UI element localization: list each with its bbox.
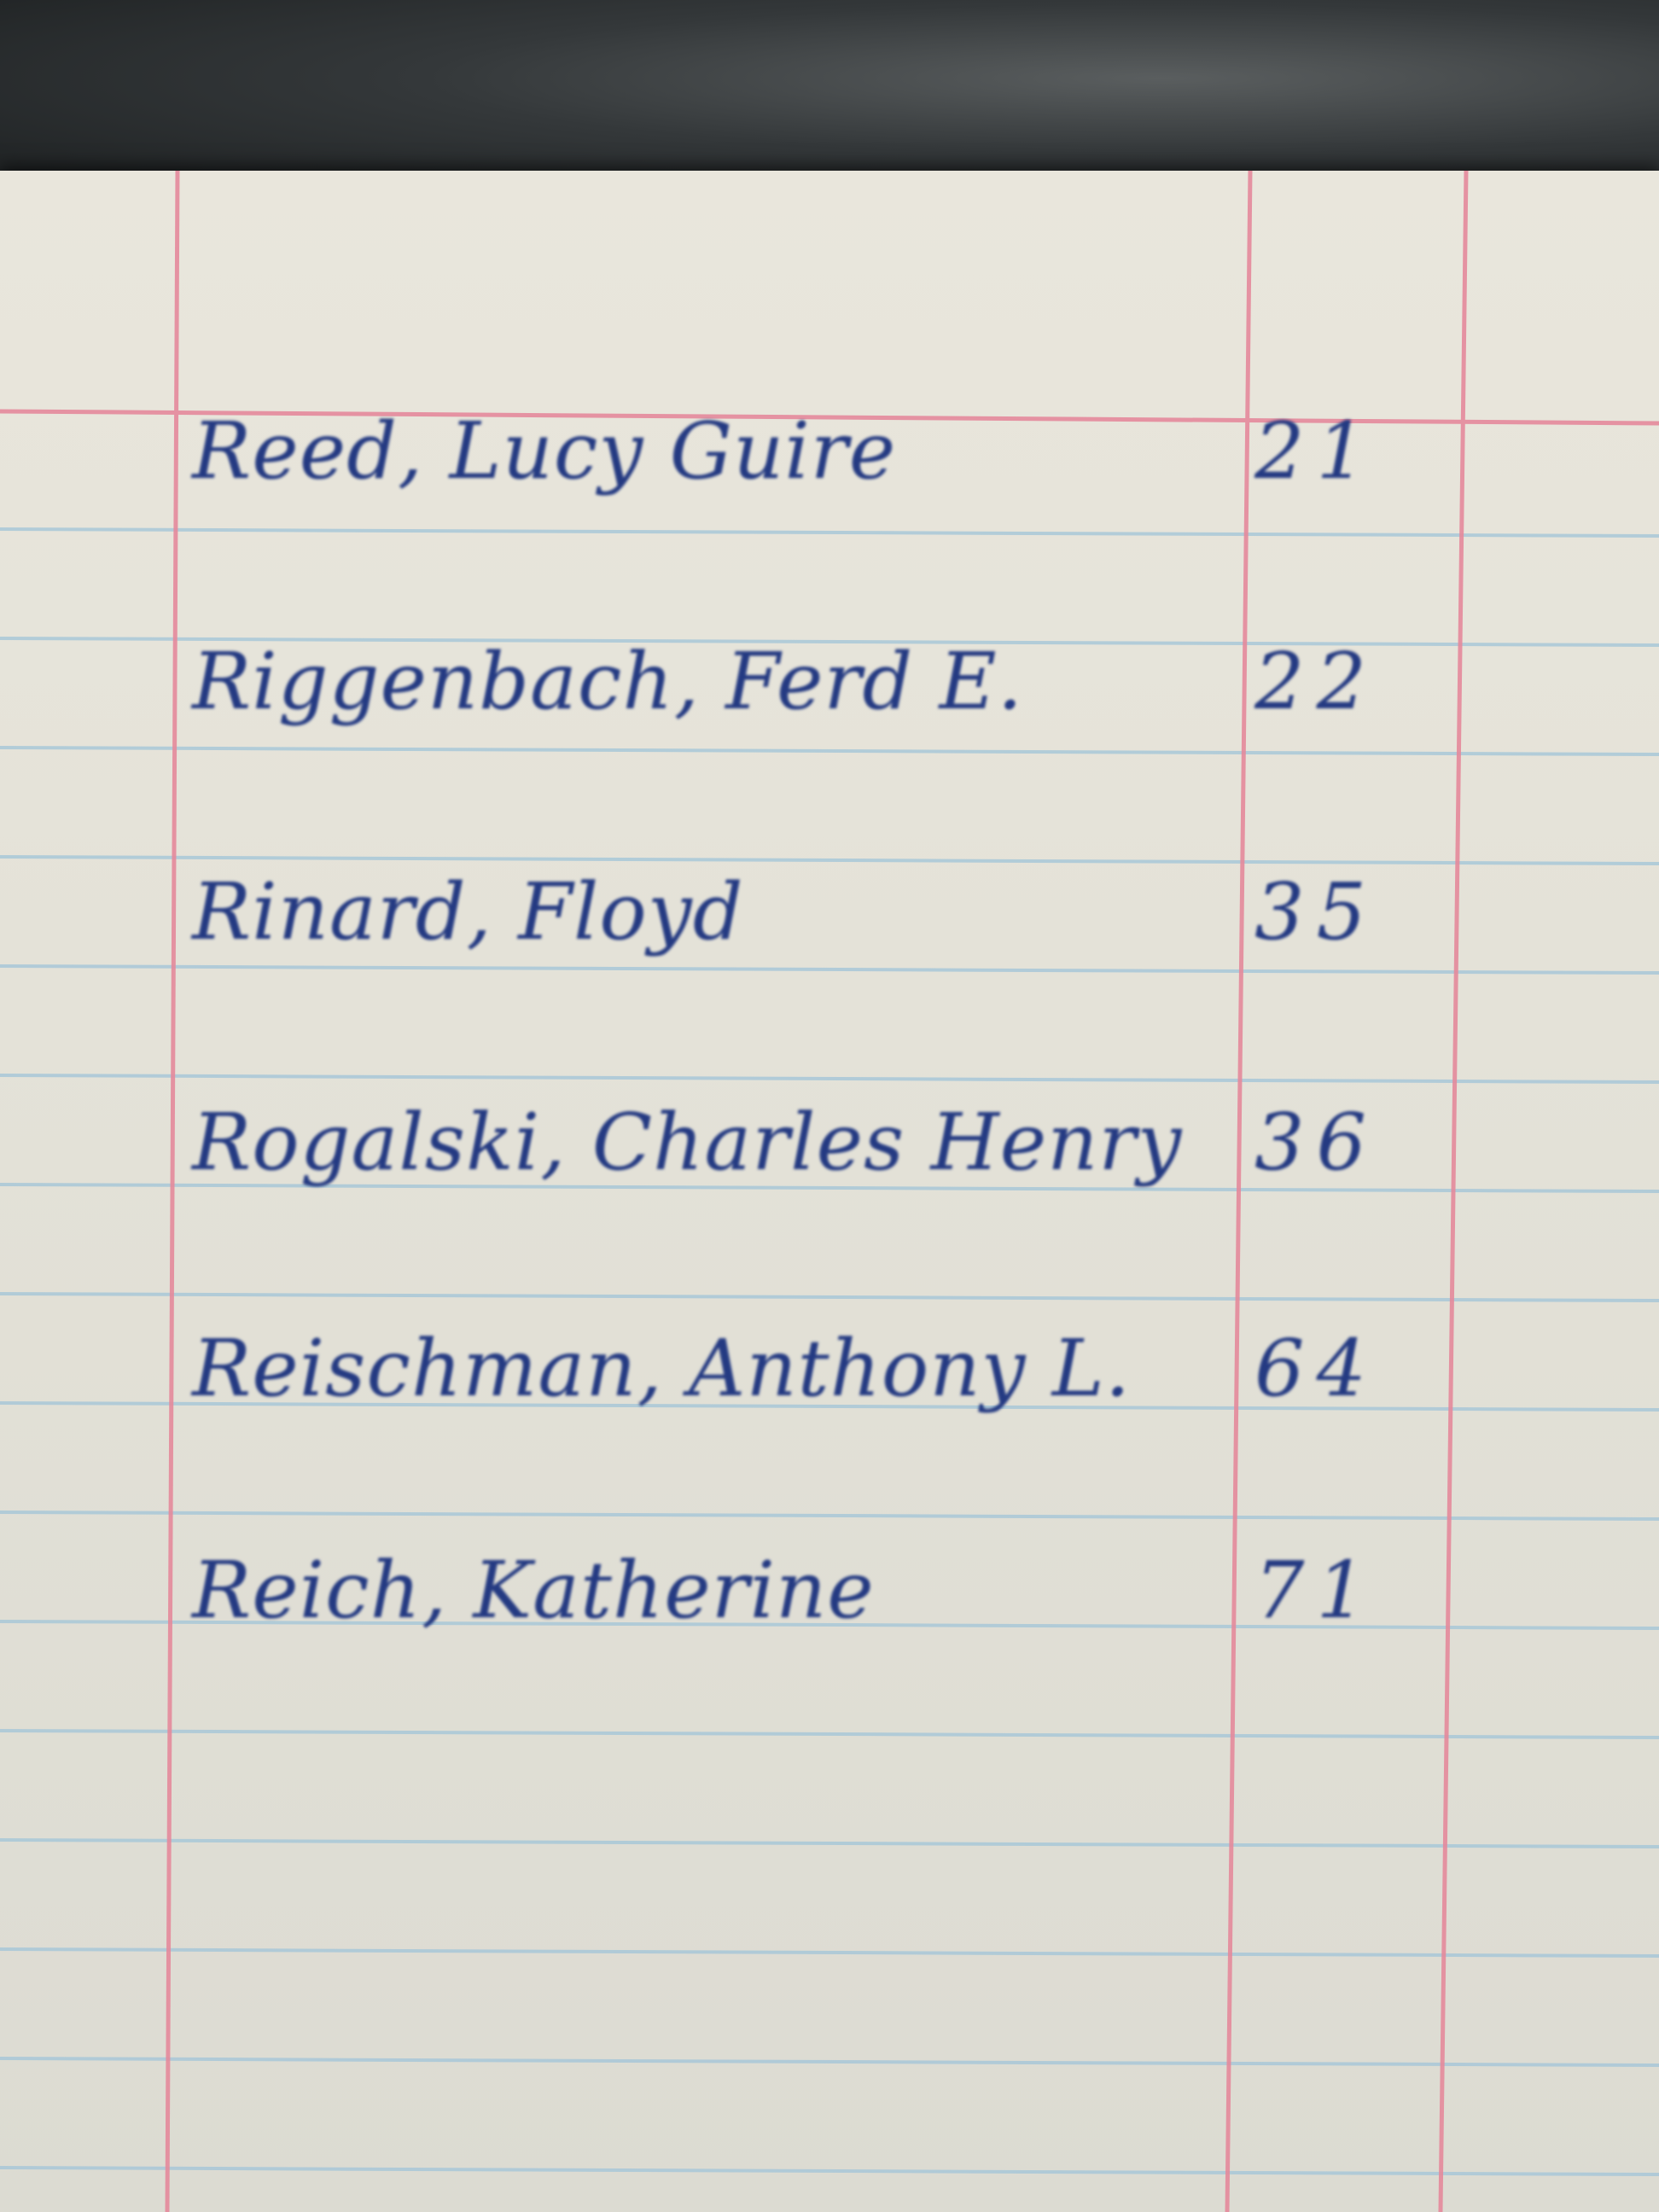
entry-number: 35: [1254, 866, 1379, 958]
entry-name: Reed, Lucy Guire: [192, 405, 897, 497]
ledger-row: [0, 333, 1659, 538]
entry-number: 21: [1254, 405, 1379, 497]
entry-number: 22: [1254, 636, 1379, 727]
entry-number: 64: [1254, 1323, 1379, 1414]
ledger-row: [0, 563, 1659, 768]
entry-name: Reich, Katherine: [192, 1545, 875, 1636]
entry-name: Rogalski, Charles Henry: [192, 1097, 1183, 1188]
entry-number: 71: [1254, 1545, 1379, 1636]
ledger-page: [0, 171, 1659, 2212]
ledger-row: [0, 1024, 1659, 1229]
desk-surface: [0, 0, 1659, 196]
entry-name: Reischman, Anthony L.: [192, 1323, 1132, 1414]
entry-name: Riggenbach, Ferd E.: [192, 636, 1023, 727]
ledger-row: [0, 1250, 1659, 1455]
ledger-row: [0, 1472, 1659, 1677]
entry-name: Rinard, Floyd: [192, 866, 744, 958]
ledger-row: [0, 794, 1659, 998]
entry-number: 36: [1254, 1097, 1379, 1188]
